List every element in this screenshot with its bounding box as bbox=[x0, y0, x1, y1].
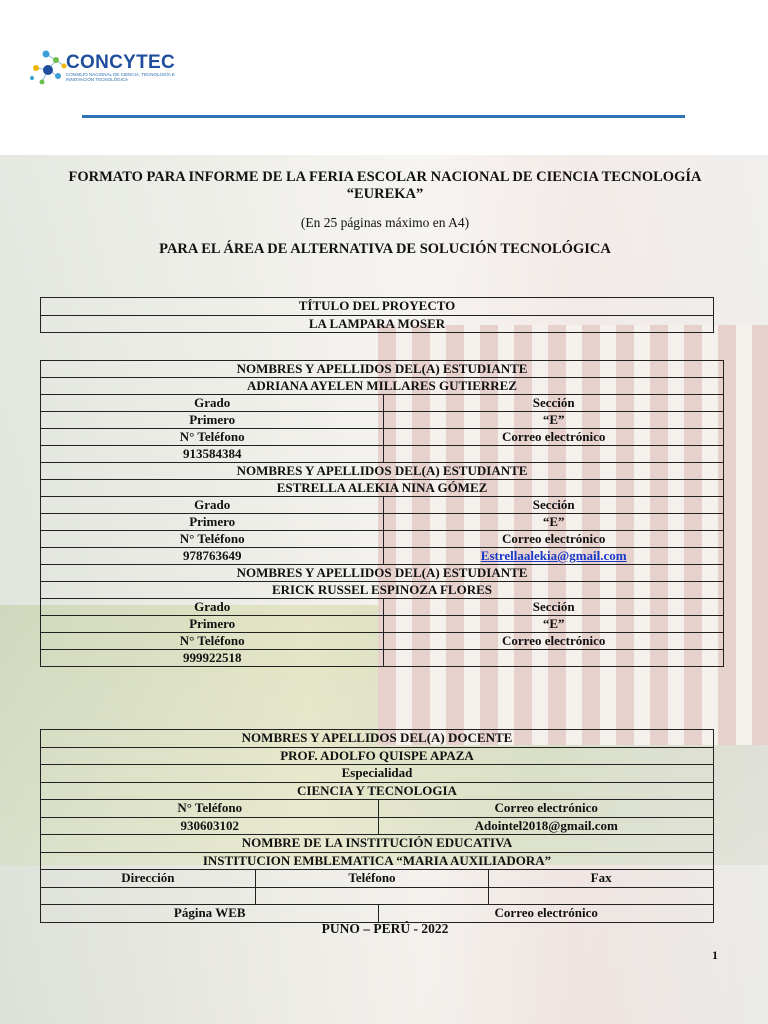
table-row bbox=[41, 395, 724, 412]
teacher-header: NOMBRES Y APELLIDOS DEL(A) DOCENTE bbox=[41, 730, 714, 748]
table-row bbox=[41, 782, 714, 800]
correo-label: Correo electrónico bbox=[384, 531, 724, 548]
table-row bbox=[41, 361, 724, 378]
telefono-label: N° Teléfono bbox=[41, 429, 384, 446]
table-row bbox=[41, 800, 714, 818]
telefono-value: 999922518 bbox=[41, 650, 384, 667]
table-row bbox=[41, 887, 714, 905]
page-limit-note: (En 25 páginas máximo en A4) bbox=[300, 215, 470, 230]
student-header: NOMBRES Y APELLIDOS DEL(A) ESTUDIANTE bbox=[41, 463, 724, 480]
grado-value: Primero bbox=[41, 514, 384, 531]
institution-telefono-value bbox=[255, 887, 489, 905]
table-row bbox=[41, 747, 714, 765]
project-title-value: LA LAMPARA MOSER bbox=[41, 315, 714, 333]
student-name: ADRIANA AYELEN MILLARES GUTIERREZ bbox=[41, 378, 724, 395]
telefono-label: N° Teléfono bbox=[41, 531, 384, 548]
table-row bbox=[41, 852, 714, 870]
seccion-label: Sección bbox=[384, 599, 724, 616]
correo-value bbox=[384, 650, 724, 667]
direccion-label: Dirección bbox=[41, 870, 256, 888]
table-row bbox=[41, 514, 724, 531]
table-row bbox=[41, 497, 724, 514]
seccion-value: “E” bbox=[384, 412, 724, 429]
document-title: FORMATO PARA INFORME DE LA FERIA ESCOLAR NACIONAL DE CIENCIA TECNOLOGÍA “EUREKA” bbox=[68, 169, 702, 202]
institution-telefono-label: Teléfono bbox=[255, 870, 489, 888]
email-link[interactable]: Estrellaalekia@gmail.com bbox=[480, 548, 627, 563]
especialidad-value: CIENCIA Y TECNOLOGIA bbox=[41, 782, 714, 800]
grado-value: Primero bbox=[41, 616, 384, 633]
teacher-institution-table bbox=[40, 729, 714, 923]
table-row bbox=[41, 633, 724, 650]
table-row bbox=[41, 835, 714, 853]
table-row bbox=[41, 429, 724, 446]
page-number: 1 bbox=[712, 948, 718, 962]
institution-correo-label: Correo electrónico bbox=[379, 905, 714, 923]
seccion-value: “E” bbox=[384, 514, 724, 531]
table-row bbox=[41, 378, 724, 395]
table-row bbox=[41, 730, 714, 748]
grado-label: Grado bbox=[41, 395, 384, 412]
table-row bbox=[41, 817, 714, 835]
grado-value: Primero bbox=[41, 412, 384, 429]
teacher-telefono-label: N° Teléfono bbox=[41, 800, 379, 818]
student-header: NOMBRES Y APELLIDOS DEL(A) ESTUDIANTE bbox=[41, 565, 724, 582]
table-row bbox=[41, 599, 724, 616]
fax-label: Fax bbox=[489, 870, 714, 888]
telefono-label: N° Teléfono bbox=[41, 633, 384, 650]
fax-value bbox=[489, 887, 714, 905]
seccion-label: Sección bbox=[384, 497, 724, 514]
grado-label: Grado bbox=[41, 599, 384, 616]
correo-label: Correo electrónico bbox=[384, 633, 724, 650]
especialidad-label: Especialidad bbox=[41, 765, 714, 783]
footer-place-year: PUNO – PERÚ - 2022 bbox=[321, 921, 449, 936]
telefono-value: 913584384 bbox=[41, 446, 384, 463]
table-row bbox=[41, 412, 724, 429]
header-divider bbox=[82, 115, 685, 118]
table-row bbox=[41, 446, 724, 463]
table-row bbox=[41, 548, 724, 565]
correo-value bbox=[384, 548, 724, 565]
table-row bbox=[41, 650, 724, 667]
grado-label: Grado bbox=[41, 497, 384, 514]
teacher-correo-value: Adointel2018@gmail.com bbox=[379, 817, 714, 835]
table-row bbox=[41, 616, 724, 633]
table-row bbox=[41, 765, 714, 783]
logo-text: CONCYTEC bbox=[66, 52, 176, 73]
telefono-value: 978763649 bbox=[41, 548, 384, 565]
direccion-value bbox=[41, 887, 256, 905]
area-heading: PARA EL ÁREA DE ALTERNATIVA DE SOLUCIÓN TECNOLÓGICA bbox=[159, 241, 611, 257]
seccion-label: Sección bbox=[384, 395, 724, 412]
logo-subtitle: CONSEJO NACIONAL DE CIENCIA, TECNOLOGÍA E INNOVACIÓN TECNOLÓGICA bbox=[66, 72, 175, 82]
teacher-correo-label: Correo electrónico bbox=[379, 800, 714, 818]
table-row bbox=[41, 870, 714, 888]
project-title-label: TÍTULO DEL PROYECTO bbox=[41, 298, 714, 316]
web-label: Página WEB bbox=[41, 905, 379, 923]
table-row bbox=[41, 905, 714, 923]
student-name: ERICK RUSSEL ESPINOZA FLORES bbox=[41, 582, 724, 599]
table-row bbox=[41, 565, 724, 582]
seccion-value: “E” bbox=[384, 616, 724, 633]
table-row bbox=[41, 480, 724, 497]
institution-header: NOMBRE DE LA INSTITUCIÓN EDUCATIVA bbox=[41, 835, 714, 853]
correo-value bbox=[384, 446, 724, 463]
students-table bbox=[40, 360, 724, 667]
student-header: NOMBRES Y APELLIDOS DEL(A) ESTUDIANTE bbox=[41, 361, 724, 378]
institution-name: INSTITUCION EMBLEMATICA “MARIA AUXILIADORA” bbox=[41, 852, 714, 870]
table-row bbox=[41, 582, 724, 599]
correo-label: Correo electrónico bbox=[384, 429, 724, 446]
project-title-table bbox=[40, 297, 714, 333]
table-row bbox=[41, 531, 724, 548]
student-name: ESTRELLA ALEKIA NINA GÓMEZ bbox=[41, 480, 724, 497]
table-row bbox=[41, 463, 724, 480]
teacher-name: PROF. ADOLFO QUISPE APAZA bbox=[41, 747, 714, 765]
teacher-telefono-value: 930603102 bbox=[41, 817, 379, 835]
